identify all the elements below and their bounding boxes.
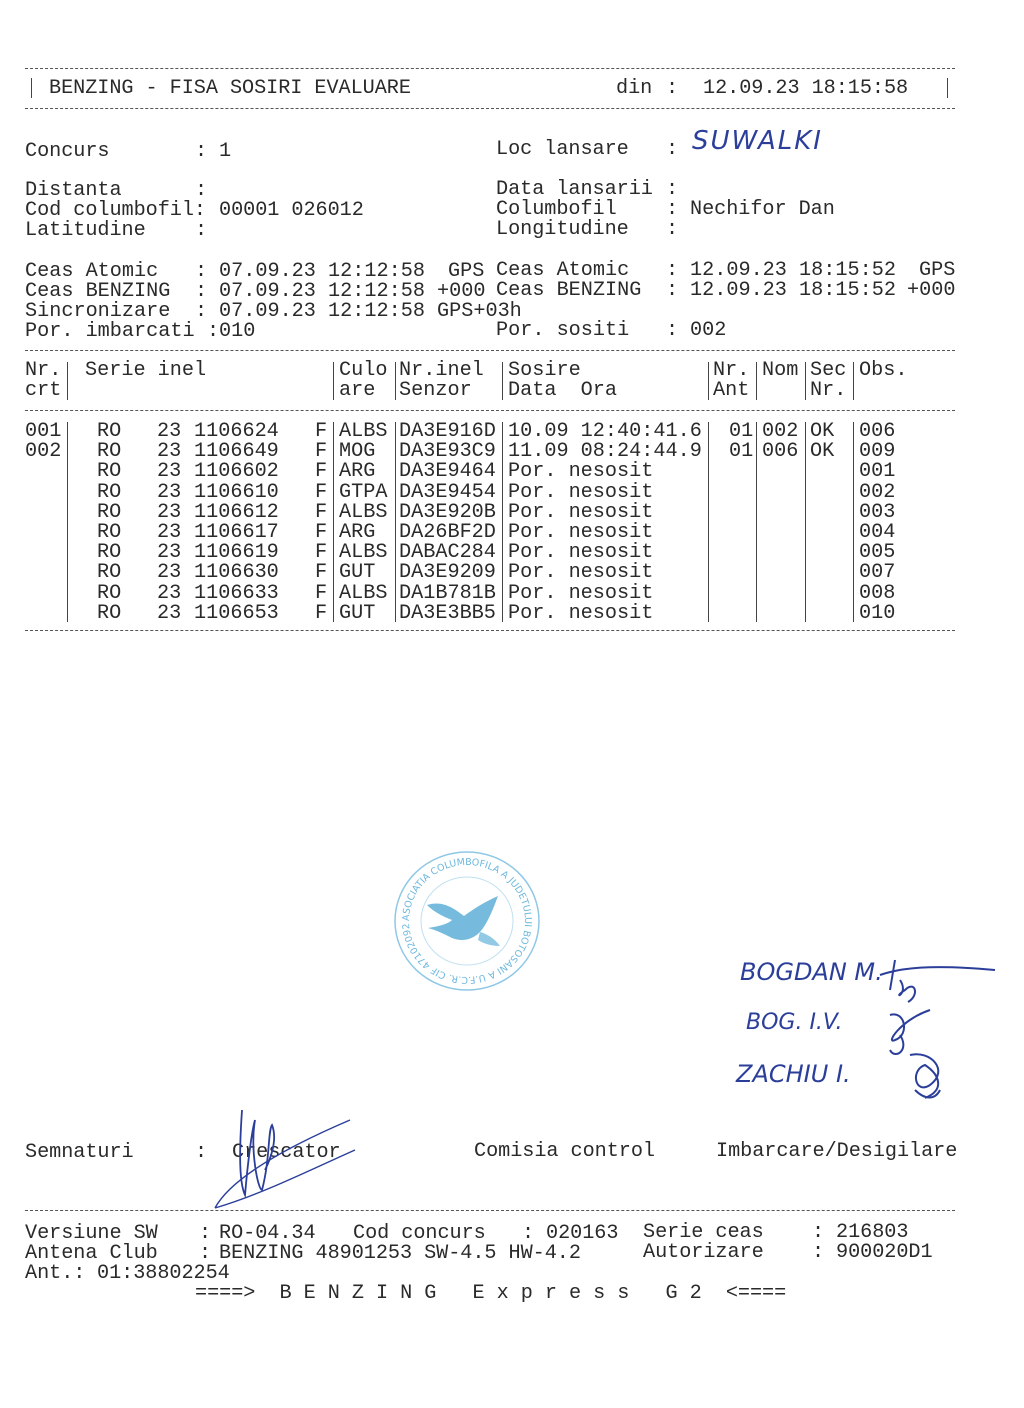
clock-left-suffix: +000 [437, 280, 486, 303]
clock-left-label: Ceas BENZING [25, 280, 171, 303]
header-sec-1: Sec [810, 359, 847, 382]
versiune-sw-value: RO-04.34 [219, 1222, 316, 1245]
col-separator [395, 362, 396, 400]
row-year: 23 [157, 541, 182, 565]
row-sex: F [315, 420, 328, 443]
header-nr-ant-1: Nr. [713, 359, 750, 382]
antena-club-value: BENZING 48901253 SW-4.5 HW-4.2 [219, 1242, 581, 1265]
col-separator [395, 422, 396, 622]
cod-concurs-value: 020163 [546, 1222, 619, 1245]
clock-left-value: 07.09.23 12:12:58 [219, 260, 425, 283]
divider [25, 350, 955, 351]
ant-value: 01:38802254 [97, 1262, 230, 1285]
col-separator [502, 422, 503, 622]
row-sex: F [315, 521, 328, 544]
loc-lansare-handwritten: SUWALKI [692, 126, 823, 156]
clock-left-label: Sincronizare [25, 300, 171, 323]
row-color: GUT [339, 601, 376, 625]
col-separator [853, 362, 854, 400]
row-country: RO [97, 420, 122, 443]
clock-left-value: 07.09.23 12:12:58 [219, 280, 425, 303]
row-obs: 008 [859, 581, 896, 605]
imbarcare-desigilare-label: Imbarcare/Desigilare [716, 1140, 958, 1163]
serie-ceas-value: 216803 [836, 1221, 909, 1244]
row-sex: F [315, 500, 328, 524]
row-obs: 002 [859, 480, 896, 504]
clock-left-label: Ceas Atomic [25, 260, 159, 283]
row-ring-number: 1106624 [194, 420, 279, 443]
row-year: 23 [157, 500, 182, 524]
commission-signer-1: BOGDAN M. [740, 958, 883, 986]
serie-ceas-label: Serie ceas [643, 1221, 764, 1244]
commission-signer-2: BOG. I.V. [746, 1010, 843, 1035]
loc-lansare-label: Loc lansare [496, 138, 629, 161]
row-sex: F [315, 480, 328, 504]
clock-left-value: 07.09.23 12:12:58 [219, 300, 425, 323]
clock-right-suffix: GPS [919, 259, 956, 282]
header-sosire-2: Data Ora [508, 379, 618, 402]
header-culoare-1: Culo [339, 359, 388, 382]
clock-right-label: Por. sositi [496, 319, 630, 342]
row-sec: OK [810, 420, 835, 443]
pigeon-icon [427, 896, 500, 946]
benzing-banner: ====> B E N Z I N G E x p r e s s G 2 <==== [195, 1282, 787, 1305]
colon: : [666, 198, 679, 221]
row-sensor: DA3E9454 [399, 480, 496, 504]
colon: : [199, 1222, 212, 1245]
header-senzor-2: Senzor [399, 379, 472, 402]
commission-signatures [860, 940, 1010, 1110]
ant-label: Ant.: [25, 1262, 86, 1285]
row-country: RO [97, 521, 122, 544]
row-ring-number: 1106649 [194, 440, 279, 464]
colon: : [195, 1141, 208, 1164]
row-color: ARG [339, 521, 376, 544]
row-ring-number: 1106653 [194, 601, 279, 625]
colon: : [195, 179, 208, 202]
row-year: 23 [157, 521, 182, 544]
colon: : [666, 259, 679, 282]
col-separator [805, 362, 806, 400]
row-color: ALBS [339, 541, 388, 565]
header-nom: Nom [762, 359, 799, 382]
row-color: MOG [339, 440, 376, 464]
col-separator [333, 362, 334, 400]
latitudine-label: Latitudine [25, 219, 146, 242]
columbofil-value: Nechifor Dan [690, 198, 835, 221]
autorizare-label: Autorizare [643, 1241, 764, 1264]
row-nom: 002 [762, 420, 799, 443]
document-title: BENZING - FISA SOSIRI EVALUARE [49, 77, 411, 100]
divider [25, 410, 955, 411]
col-separator [853, 422, 854, 622]
row-obs: 007 [859, 561, 896, 585]
header-sec-2: Nr. [810, 379, 847, 402]
row-sensor: DA3E920B [399, 500, 496, 524]
colon: : [666, 138, 679, 161]
commission-signer-3: ZACHIU I. [736, 1060, 851, 1088]
colon: : [812, 1221, 825, 1244]
col-separator [67, 362, 68, 400]
divider [25, 68, 955, 69]
row-color: ALBS [339, 581, 388, 605]
row-ring-number: 1106602 [194, 460, 279, 484]
row-arrival: Por. nesosit [508, 541, 654, 565]
concurs-value: 1 [219, 140, 232, 163]
row-obs: 003 [859, 500, 896, 524]
header-serie-inel: Serie inel [85, 359, 207, 382]
col-separator [805, 422, 806, 622]
row-sensor: DA3E3BB5 [399, 601, 496, 625]
row-sex: F [315, 581, 328, 605]
colon: : [666, 279, 679, 302]
colon: : [207, 320, 220, 343]
col-separator [333, 422, 334, 622]
row-year: 23 [157, 561, 182, 585]
crescator-signature [200, 1100, 370, 1215]
concurs-label: Concurs [25, 140, 110, 163]
row-obs: 004 [859, 521, 896, 544]
row-sensor: DABAC284 [399, 541, 496, 565]
columbofil-label: Columbofil [496, 198, 617, 221]
row-sex: F [315, 460, 328, 484]
longitudine-label: Longitudine [496, 218, 629, 241]
colon: : [812, 1241, 825, 1264]
clock-right-value: 12.09.23 18:15:52 [690, 279, 896, 302]
row-country: RO [97, 601, 122, 625]
cod-columbofil-label: Cod columbofil: [25, 199, 206, 222]
row-antenna: 01 [729, 420, 754, 443]
row-sensor: DA3E9209 [399, 561, 496, 585]
row-country: RO [97, 541, 122, 565]
row-obs: 006 [859, 420, 896, 443]
row-arrival: Por. nesosit [508, 521, 654, 544]
antena-club-label: Antena Club [25, 1242, 158, 1265]
row-year: 23 [157, 440, 182, 464]
row-antenna: 01 [729, 440, 754, 464]
col-separator [708, 422, 709, 622]
row-obs: 005 [859, 541, 896, 565]
row-sensor: DA3E916D [399, 420, 496, 443]
header-left-border [31, 78, 32, 98]
clock-left-suffix: GPS+03h [437, 300, 522, 323]
row-color: ALBS [339, 500, 388, 524]
col-separator [67, 422, 68, 622]
club-stamp [392, 850, 542, 992]
cod-concurs-label: Cod concurs [353, 1222, 486, 1245]
col-separator [708, 362, 709, 400]
semnaturi-label: Semnaturi [25, 1141, 134, 1164]
row-sensor: DA3E93C9 [399, 440, 496, 464]
row-obs: 010 [859, 601, 896, 625]
row-year: 23 [157, 480, 182, 504]
colon: : [522, 1222, 535, 1245]
colon: : [195, 219, 208, 242]
row-nr-crt: 001 [25, 420, 62, 443]
cod-columbofil-value: 00001 026012 [219, 199, 364, 222]
clock-right-label: Ceas BENZING [496, 279, 642, 302]
colon: : [195, 140, 208, 163]
clock-right-value: 002 [690, 319, 727, 342]
row-arrival: Por. nesosit [508, 581, 654, 605]
header-nr-crt-2: crt [25, 379, 62, 402]
row-country: RO [97, 440, 122, 464]
row-country: RO [97, 581, 122, 605]
row-ring-number: 1106612 [194, 500, 279, 524]
comisia-control-label: Comisia control [474, 1140, 655, 1163]
header-sosire-1: Sosire [508, 359, 581, 382]
row-year: 23 [157, 581, 182, 605]
row-obs: 009 [859, 440, 896, 464]
row-year: 23 [157, 601, 182, 625]
row-ring-number: 1106617 [194, 521, 279, 544]
row-color: GUT [339, 561, 376, 585]
row-color: ALBS [339, 420, 388, 443]
col-separator [756, 362, 757, 400]
stamp-icon [392, 850, 542, 992]
header-senzor-1: Nr.inel [399, 359, 484, 382]
header-right-border [947, 78, 948, 98]
din-label: din [616, 77, 653, 100]
clock-left-suffix: GPS [448, 260, 485, 283]
row-arrival: Por. nesosit [508, 561, 654, 585]
colon: : [666, 218, 679, 241]
col-separator [502, 362, 503, 400]
header-culoare-2: are [339, 379, 376, 402]
row-sex: F [315, 561, 328, 585]
clock-right-label: Ceas Atomic [496, 259, 630, 282]
clock-left-value: 010 [219, 320, 256, 343]
row-sensor: DA1B781B [399, 581, 496, 605]
row-sex: F [315, 601, 328, 625]
row-color: GTPA [339, 480, 388, 504]
row-sex: F [315, 541, 328, 565]
row-color: ARG [339, 460, 376, 484]
header-nr-ant-2: Ant [713, 379, 750, 402]
row-obs: 001 [859, 460, 896, 484]
row-country: RO [97, 500, 122, 524]
colon: : [199, 1242, 212, 1265]
divider [25, 630, 955, 631]
divider [25, 108, 955, 109]
clock-left-label: Por. imbarcati [25, 320, 195, 343]
divider [25, 1210, 955, 1211]
row-ring-number: 1106630 [194, 561, 279, 585]
row-arrival: 10.09 12:40:41.6 [508, 420, 702, 443]
row-arrival: Por. nesosit [508, 460, 654, 484]
versiune-sw-label: Versiune SW [25, 1222, 158, 1245]
colon: : [195, 260, 208, 283]
autorizare-value: 900020D1 [836, 1241, 933, 1264]
col-separator [756, 422, 757, 622]
row-ring-number: 1106610 [194, 480, 279, 504]
row-arrival: 11.09 08:24:44.9 [508, 440, 702, 464]
row-country: RO [97, 460, 122, 484]
row-sec: OK [810, 440, 835, 464]
colon: : [666, 178, 679, 201]
header-nr-crt-1: Nr. [25, 359, 62, 382]
clock-right-value: 12.09.23 18:15:52 [690, 259, 896, 282]
crescator-label: Crescator [232, 1141, 341, 1164]
clock-right-suffix: +000 [907, 279, 956, 302]
row-year: 23 [157, 420, 182, 443]
row-country: RO [97, 480, 122, 504]
colon: : [666, 319, 679, 342]
cod-columbofil-label-text: Cod columbofil [25, 199, 194, 222]
row-ring-number: 1106619 [194, 541, 279, 565]
distanta-label: Distanta [25, 179, 122, 202]
din-colon: : [666, 77, 679, 100]
row-country: RO [97, 561, 122, 585]
row-sex: F [315, 440, 328, 464]
data-lansarii-label: Data lansarii [496, 178, 653, 201]
colon: : [195, 300, 208, 323]
row-nr-crt: 002 [25, 440, 62, 464]
row-arrival: Por. nesosit [508, 480, 654, 504]
row-nom: 006 [762, 440, 799, 464]
row-arrival: Por. nesosit [508, 500, 654, 524]
row-sensor: DA3E9464 [399, 460, 496, 484]
colon: : [195, 280, 208, 303]
header-obs: Obs. [859, 359, 908, 382]
stamp-text: ASOCIATIA COLUMBOFILA A JUDETULUI BOTOSANI A U.F.C.R. CIF 47102092 [400, 856, 534, 986]
row-year: 23 [157, 460, 182, 484]
din-value: 12.09.23 18:15:58 [703, 77, 909, 100]
row-ring-number: 1106633 [194, 581, 279, 605]
row-arrival: Por. nesosit [508, 601, 654, 625]
row-sensor: DA26BF2D [399, 521, 496, 544]
